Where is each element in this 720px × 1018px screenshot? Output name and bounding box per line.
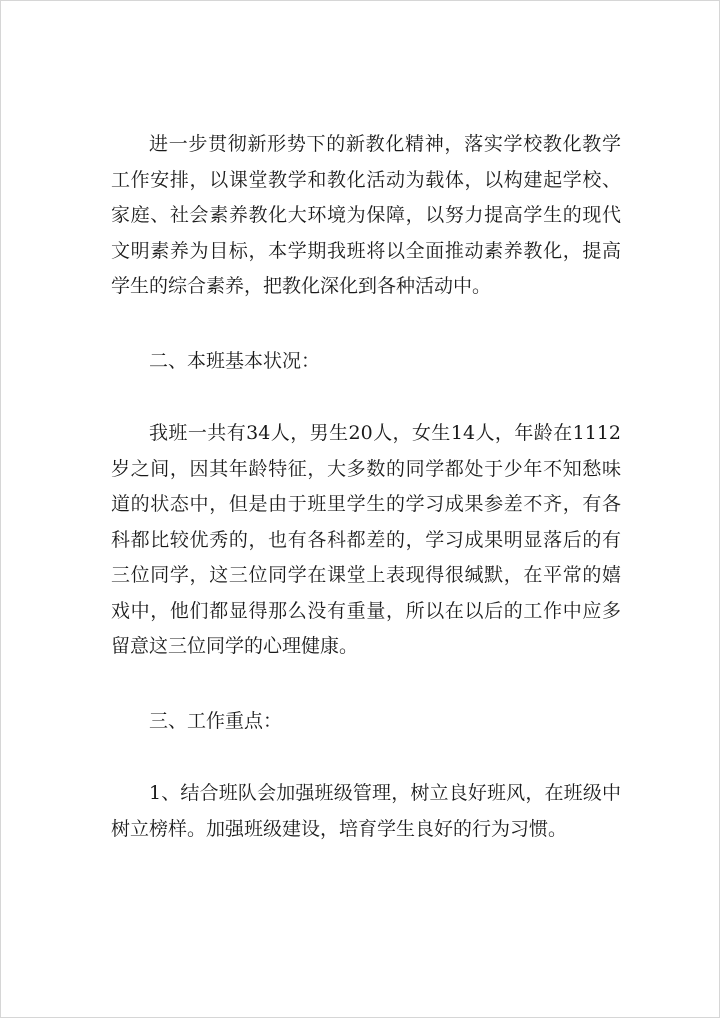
section-heading-class-status: 二、本班基本状况： [149, 349, 321, 372]
class-status-paragraph: 我班一共有34人，男生20人，女生14人，年龄在1112岁之间，因其年龄特征，大多数的同学都处于少年不知愁味道的状态中，但是由于班里学生的学习成果参差不齐，有各科都比较优秀的，也有各科都差的，学习成果明显落后的有三位同学，这三位同学在课堂上表现得很缄默，在平常的嬉戏中，他们都显得那么没有重量，所以在以后的工作中应多留意这三位同学的心理健康。 [111, 422, 621, 657]
document-body [111, 127, 621, 847]
work-focus-item-1: 1、结合班队会加强班级管理，树立良好班风，在班级中树立榜样。加强班级建设，培育学生良好的行为习惯。 [111, 782, 621, 840]
section-heading-work-focus: 三、工作重点： [149, 709, 283, 732]
intro-paragraph: 进一步贯彻新形势下的新教化精神，落实学校教化教学工作安排，以课堂教学和教化活动为载体，以构建起学校、家庭、社会素养教化大环境为保障，以努力提高学生的现代文明素养为目标，本学期我班将以全面推动素养教化，提高学生的综合素养，把教化深化到各种活动中。 [111, 133, 621, 297]
